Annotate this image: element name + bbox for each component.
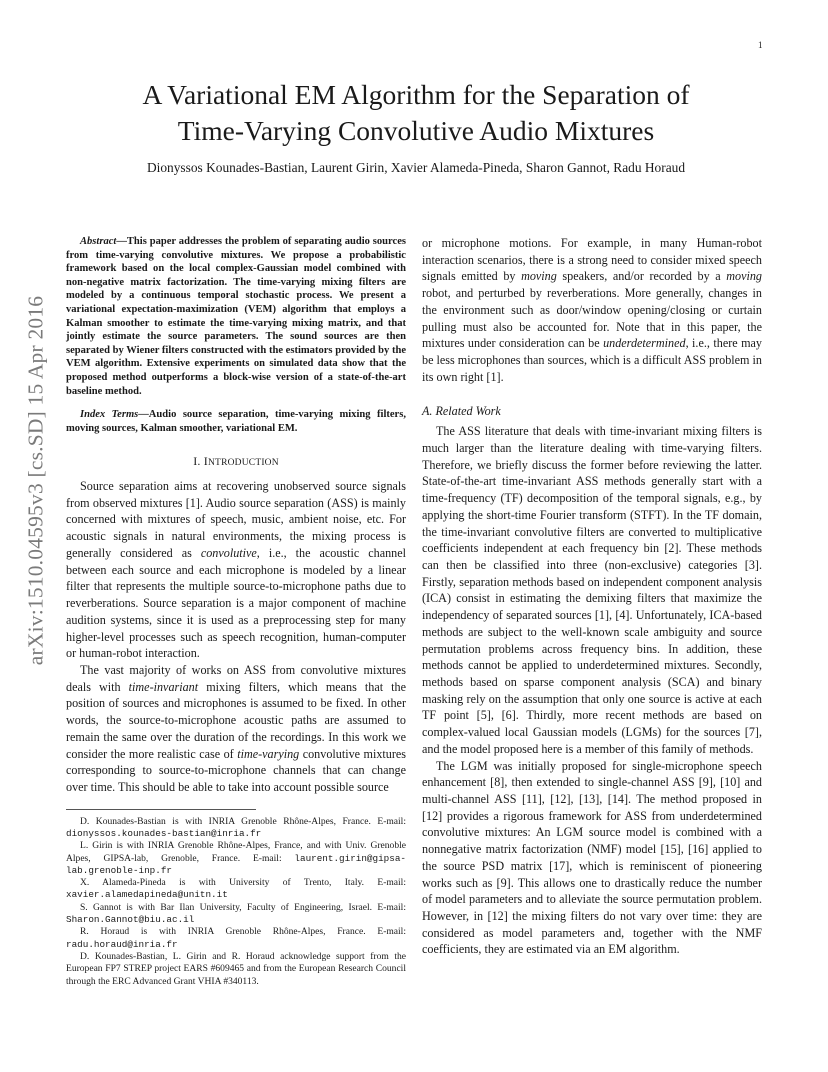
footnote bbox=[66, 877, 406, 902]
footnote bbox=[66, 816, 406, 841]
intro-p1-rest: , i.e., the acoustic channel between each source and each microphone is modeled by a linear filter that represents the multiple source-to-microphone paths due to reverberations. Source separation is a major component of machine audition systems, since it is used as a preprocessing step for many higher-level processes such as speech recognition, human-computer or human-robot interaction. bbox=[66, 545, 406, 661]
page-number: 1 bbox=[758, 40, 763, 50]
footnote-text: R. Horaud is with INRIA Grenoble Rhône-Alpes, France. E-mail: bbox=[80, 926, 406, 938]
right-p1-emphasis-3: underdetermined bbox=[603, 336, 686, 351]
right-p1-emphasis-2: moving bbox=[726, 269, 762, 284]
footnote-text: D. Kounades-Bastian, L. Girin and R. Horaud acknowledge support from the European FP7 STREP project EARS #609465 and from the European Research Council through the ERC Advanced Grant VHIA #340113. bbox=[66, 950, 406, 987]
footnote bbox=[66, 840, 406, 877]
author-list: Dionyssos Kounades-Bastian, Laurent Girin, Xavier Alameda-Pineda, Sharon Gannot, Radu Horaud bbox=[146, 160, 686, 175]
related-work-paragraph-1: The ASS literature that deals with time-invariant mixing filters is much larger than the literature dealing with time-varying filters. Therefore, we briefly discuss the former before reviewing the latter. State-of-the-art time-invariant ASS methods generally start with a time-frequency (TF) decomposition of the temporal signals, e.g., by applying the short-time Fourier transform (STFT). In the TF domain, the time-invariant convolutive filters are converted to multiplicative coefficients independent at each frequency bin [2]. These methods can then be classified into three (non-exclusive) categories [3]. Firstly, separation methods based on independent component analysis (ICA) consist in estimating the demixing filters that maximize the independency of separated sources [1], [4]. Unfortunately, ICA-based methods are subject to the well-known scale ambiguity and source permutation problems across frequency bins. In addition, these methods cannot be applied to underdetermined mixtures. Secondly, methods based on sparse component analysis (SCA) and binary masking rely on the assumption that only one source is active at each TF point [5], [6]. Thirdly, more recent methods are based on complex-valued local Gaussian models (LGMs) for the sources [7], and the model proposed here is a member of this family of methods. bbox=[422, 424, 762, 756]
right-p1-b: speakers, and/or recorded by a bbox=[556, 269, 727, 284]
intro-p2-emphasis-1: time-invariant bbox=[128, 679, 199, 694]
related-work-paragraph-2: The LGM was initially proposed for single-microphone speech enhancement [8], then extended to single-channel ASS [9], [10] and multi-channel ASS [11], [12], [13], [14]. The method proposed in [12] provides a rigorous framework for ASS from underdetermined convolutive mixtures: An LGM source model is combined with a nonnegative matrix factorization (NMF) model [15], [16] applied to the source PSD matrix [17], which is reminiscent of pioneering works such as [9]. This allows one to drastically reduce the number of model parameters and to alleviate the source permutation problem. However, in [12] the mixing filters do not vary over time: they are considered as model parameters and, together with the NMF coefficients, they are estimated via an EM algorithm. bbox=[422, 758, 762, 957]
arxiv-id: arXiv:1510.04595v3 [cs.SD] 15 Apr 2016 bbox=[23, 295, 47, 665]
section-numeral: I. bbox=[193, 454, 204, 469]
left-column bbox=[66, 235, 406, 988]
index-terms bbox=[66, 408, 406, 435]
footnote-divider bbox=[66, 809, 256, 810]
footnote-email: laurent.girin@gipsa-lab.grenoble-inp.fr bbox=[66, 852, 406, 876]
footnote-text: D. Kounades-Bastian is with INRIA Grenoble Rhône-Alpes, France. E-mail: bbox=[80, 815, 406, 827]
right-p1-c: robot, and perturbed by reverberations. More generally, changes in the environment such as door/window opening/closing or curtain pulling must also be accounted for. Note that in this paper, the mixtures under consideration can be bbox=[422, 286, 762, 351]
index-terms-lead: Index Terms bbox=[80, 409, 139, 421]
footnote-text: L. Girin is with INRIA Grenoble Rhône-Alpes, France, and with Univ. Grenoble Alpes, GIPSA-lab, Grenoble, France. E-mail: bbox=[66, 840, 406, 864]
footnote-text: X. Alameda-Pineda is with University of Trento, Italy. E-mail: bbox=[80, 877, 406, 889]
intro-p1-emphasis: convolutive bbox=[200, 545, 257, 560]
right-p1-emphasis-1: moving bbox=[521, 269, 557, 284]
footnote-acknowledgement bbox=[66, 951, 406, 988]
section-rest: NTRODUCTION bbox=[208, 458, 279, 469]
title-line-2: Time-Varying Convolutive Audio Mixtures bbox=[177, 115, 655, 146]
footnote-email: radu.horaud@inria.fr bbox=[66, 938, 178, 950]
right-paragraph-1 bbox=[422, 235, 762, 385]
intro-paragraph-2 bbox=[66, 662, 406, 796]
footnote-email: dionyssos.kounades-bastian@inria.fr bbox=[66, 827, 262, 839]
footnote-text: S. Gannot is with Bar Ilan University, Faculty of Engineering, Israel. E-mail: bbox=[80, 901, 406, 913]
arxiv-stamp bbox=[22, 285, 49, 675]
right-column bbox=[422, 235, 762, 958]
footnote bbox=[66, 926, 406, 951]
footnote-email: xavier.alamedapineda@unitn.it bbox=[66, 889, 228, 901]
intro-p1-text: Source separation aims at recovering unobserved source signals from observed mixtures [1]. Audio source separation (ASS) is mainly concerned with mixtures of speech, music, ambient noise, etc. For acoustic signals in natural environments, the mixing process is generally considered as bbox=[66, 479, 406, 560]
intro-p2-emphasis-2: time-varying bbox=[237, 746, 300, 761]
intro-p2-c: convolutive mixtures corresponding to source-to-microphone channels that can change over time. This should be able to take into account possible source bbox=[66, 746, 407, 794]
subsection-heading-related-work: A. Related Work bbox=[422, 404, 501, 419]
intro-p2-b: mixing filters, which means that the position of sources and microphones is assumed to be fixed. In other words, the source-to-microphone acoustic paths are assumed to remain the same over the duration of the recordings. In this work we consider the more realistic case of bbox=[66, 679, 407, 761]
paper-title bbox=[66, 77, 766, 149]
abstract-text: —This paper addresses the problem of separating audio sources from time-varying convolutive mixtures. We propose a probabilistic framework based on the local complex-Gaussian model combined with non-negative matrix factorization. The time-varying mixing filters are modeled by a continuous temporal stochastic process. We present a variational expectation-maximization (VEM) algorithm that employs a Kalman smoother to estimate the time-varying mixing matrix, and that jointly estimate the source parameters. The sound sources are then separated by Wiener filters constructed with the estimators provided by the VEM algorithm. Extensive experiments on simulated data show that the proposed method outperforms a block-wise version of a state-of-the-art baseline method. bbox=[66, 236, 406, 397]
footnote bbox=[66, 902, 406, 927]
right-p1-a: or microphone motions. For example, in many Human-robot interaction scenarios, there is a strong need to consider mixed speech signals emitted by bbox=[422, 236, 762, 284]
title-line-1: A Variational EM Algorithm for the Separation of bbox=[142, 79, 690, 110]
intro-p2-a: The vast majority of works on ASS from convolutive mixtures deals with bbox=[66, 662, 406, 694]
abstract bbox=[66, 235, 406, 398]
section-heading-introduction bbox=[66, 453, 406, 472]
footnote-email: Sharon.Gannot@biu.ac.il bbox=[66, 914, 195, 926]
abstract-lead: Abstract bbox=[80, 236, 117, 247]
section-first-letter: I bbox=[203, 454, 208, 469]
intro-paragraph-1 bbox=[66, 478, 406, 662]
right-p1-d: , i.e., there may be less microphones than sources, which is a difficult ASS problem in its own right [1]. bbox=[422, 336, 762, 384]
index-terms-text: —Audio source separation, time-varying mixing filters, moving sources, Kalman smoother, variational EM. bbox=[66, 409, 406, 434]
